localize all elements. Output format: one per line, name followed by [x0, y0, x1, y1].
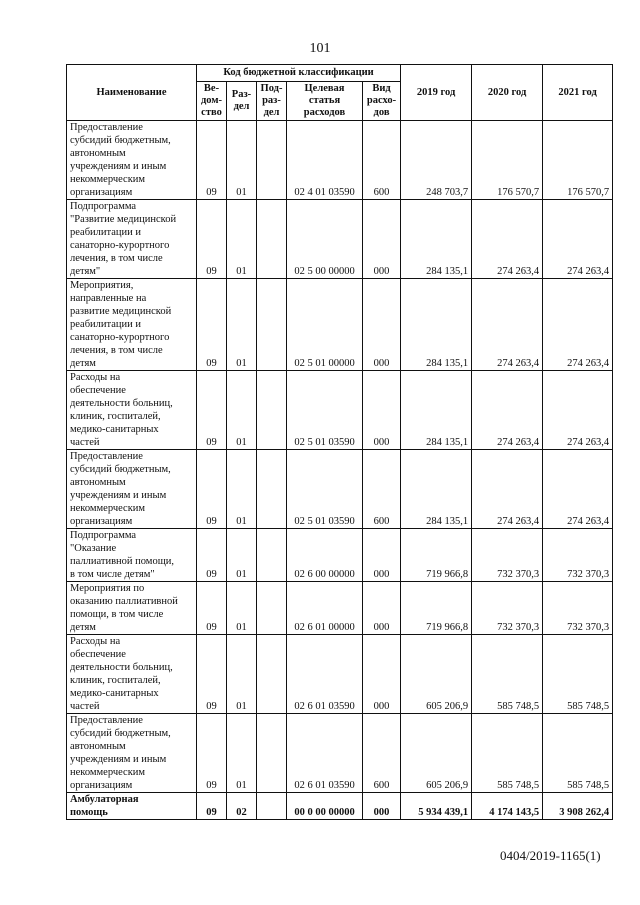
- cell-2021: 585 748,5: [543, 714, 613, 793]
- cell-2021: 732 370,3: [543, 582, 613, 635]
- cell-podrazdel: [257, 582, 287, 635]
- header-code-group: Код бюджетной классификации: [197, 65, 401, 82]
- cell-vid: 600: [363, 121, 401, 200]
- cell-razdel: 01: [227, 200, 257, 279]
- header-vid: Вид расхо- дов: [363, 82, 401, 121]
- document-code: 0404/2019-1165(1): [500, 848, 601, 863]
- row-name: Мероприятия, направленные на развитие медицинской реабилитации и санаторно-курортного лечения, в том числе детям: [67, 279, 197, 371]
- row-name: Подпрограмма "Оказание паллиативной помощи, в том числе детям": [67, 529, 197, 582]
- row-name: Предоставление субсидий бюджетным, автономным учреждениям и иным некоммерческим организациям: [67, 714, 197, 793]
- cell-2021: 3 908 262,4: [543, 793, 613, 820]
- cell-2019: 719 966,8: [401, 582, 472, 635]
- table-row: [67, 582, 613, 635]
- cell-ved: 09: [197, 529, 227, 582]
- cell-2021: 274 263,4: [543, 200, 613, 279]
- cell-2020: 274 263,4: [472, 200, 543, 279]
- cell-vid: 000: [363, 279, 401, 371]
- cell-target: 02 5 01 03590: [287, 371, 363, 450]
- cell-razdel: 01: [227, 582, 257, 635]
- table-row: [67, 635, 613, 714]
- cell-vid: 600: [363, 714, 401, 793]
- cell-vid: 000: [363, 371, 401, 450]
- cell-podrazdel: [257, 450, 287, 529]
- cell-target: 02 5 00 00000: [287, 200, 363, 279]
- cell-vid: 000: [363, 529, 401, 582]
- cell-razdel: 02: [227, 793, 257, 820]
- cell-razdel: 01: [227, 714, 257, 793]
- cell-ved: 09: [197, 793, 227, 820]
- header-podrazdel: Под- раз- дел: [257, 82, 287, 121]
- header-name: Наименование: [67, 65, 197, 121]
- row-name: Расходы на обеспечение деятельности больниц, клиник, госпиталей, медико-санитарных частей: [67, 371, 197, 450]
- cell-podrazdel: [257, 635, 287, 714]
- cell-2020: 585 748,5: [472, 635, 543, 714]
- cell-razdel: 01: [227, 635, 257, 714]
- cell-2020: 732 370,3: [472, 529, 543, 582]
- cell-2020: 274 263,4: [472, 279, 543, 371]
- cell-2020: 4 174 143,5: [472, 793, 543, 820]
- cell-2019: 284 135,1: [401, 279, 472, 371]
- row-name: Предоставление субсидий бюджетным, автономным учреждениям и иным некоммерческим организациям: [67, 121, 197, 200]
- cell-ved: 09: [197, 279, 227, 371]
- cell-2020: 732 370,3: [472, 582, 543, 635]
- cell-2021: 274 263,4: [543, 450, 613, 529]
- cell-target: 02 6 00 00000: [287, 529, 363, 582]
- row-name: Подпрограмма "Развитие медицинской реабилитации и санаторно-курортного лечения, в том числе детям": [67, 200, 197, 279]
- cell-target: 02 4 01 03590: [287, 121, 363, 200]
- cell-podrazdel: [257, 121, 287, 200]
- cell-target: 02 5 01 00000: [287, 279, 363, 371]
- row-name: Мероприятия по оказанию паллиативной помощи, в том числе детям: [67, 582, 197, 635]
- cell-ved: 09: [197, 635, 227, 714]
- cell-podrazdel: [257, 200, 287, 279]
- table-row: [67, 793, 613, 820]
- cell-2020: 274 263,4: [472, 371, 543, 450]
- cell-vid: 600: [363, 450, 401, 529]
- table-row: [67, 371, 613, 450]
- cell-ved: 09: [197, 121, 227, 200]
- cell-2019: 605 206,9: [401, 635, 472, 714]
- cell-target: 02 6 01 03590: [287, 714, 363, 793]
- table-row: [67, 279, 613, 371]
- cell-target: 02 5 01 03590: [287, 450, 363, 529]
- cell-2019: 605 206,9: [401, 714, 472, 793]
- cell-2019: 284 135,1: [401, 371, 472, 450]
- cell-podrazdel: [257, 279, 287, 371]
- cell-2020: 176 570,7: [472, 121, 543, 200]
- header-2020: 2020 год: [472, 65, 543, 121]
- cell-vid: 000: [363, 200, 401, 279]
- cell-ved: 09: [197, 200, 227, 279]
- cell-razdel: 01: [227, 371, 257, 450]
- header-target: Целевая статья расходов: [287, 82, 363, 121]
- cell-target: 02 6 01 03590: [287, 635, 363, 714]
- header-row-top: [67, 65, 613, 82]
- cell-vid: 000: [363, 793, 401, 820]
- budget-table: [66, 64, 613, 820]
- cell-target: 02 6 01 00000: [287, 582, 363, 635]
- cell-vid: 000: [363, 635, 401, 714]
- cell-razdel: 01: [227, 279, 257, 371]
- row-name: Расходы на обеспечение деятельности больниц, клиник, госпиталей, медико-санитарных частей: [67, 635, 197, 714]
- cell-razdel: 01: [227, 529, 257, 582]
- cell-razdel: 01: [227, 450, 257, 529]
- cell-2019: 248 703,7: [401, 121, 472, 200]
- table-row: [67, 714, 613, 793]
- cell-2019: 284 135,1: [401, 450, 472, 529]
- cell-2021: 274 263,4: [543, 279, 613, 371]
- cell-podrazdel: [257, 371, 287, 450]
- cell-2020: 585 748,5: [472, 714, 543, 793]
- cell-target: 00 0 00 00000: [287, 793, 363, 820]
- table-row: [67, 529, 613, 582]
- cell-2021: 274 263,4: [543, 371, 613, 450]
- cell-2021: 585 748,5: [543, 635, 613, 714]
- cell-ved: 09: [197, 582, 227, 635]
- header-razdel: Раз- дел: [227, 82, 257, 121]
- row-name: Амбулаторная помощь: [67, 793, 197, 820]
- cell-2021: 732 370,3: [543, 529, 613, 582]
- cell-2019: 284 135,1: [401, 200, 472, 279]
- cell-2019: 719 966,8: [401, 529, 472, 582]
- cell-podrazdel: [257, 529, 287, 582]
- cell-ved: 09: [197, 450, 227, 529]
- cell-vid: 000: [363, 582, 401, 635]
- table-row: [67, 121, 613, 200]
- cell-2021: 176 570,7: [543, 121, 613, 200]
- table-row: [67, 200, 613, 279]
- cell-2020: 274 263,4: [472, 450, 543, 529]
- cell-podrazdel: [257, 714, 287, 793]
- row-name: Предоставление субсидий бюджетным, автономным учреждениям и иным некоммерческим организациям: [67, 450, 197, 529]
- cell-ved: 09: [197, 371, 227, 450]
- header-2019: 2019 год: [401, 65, 472, 121]
- page-number: 101: [309, 41, 331, 56]
- cell-podrazdel: [257, 793, 287, 820]
- cell-razdel: 01: [227, 121, 257, 200]
- cell-2019: 5 934 439,1: [401, 793, 472, 820]
- table-row: [67, 450, 613, 529]
- header-2021: 2021 год: [543, 65, 613, 121]
- cell-ved: 09: [197, 714, 227, 793]
- header-ved: Ве- дом- ство: [197, 82, 227, 121]
